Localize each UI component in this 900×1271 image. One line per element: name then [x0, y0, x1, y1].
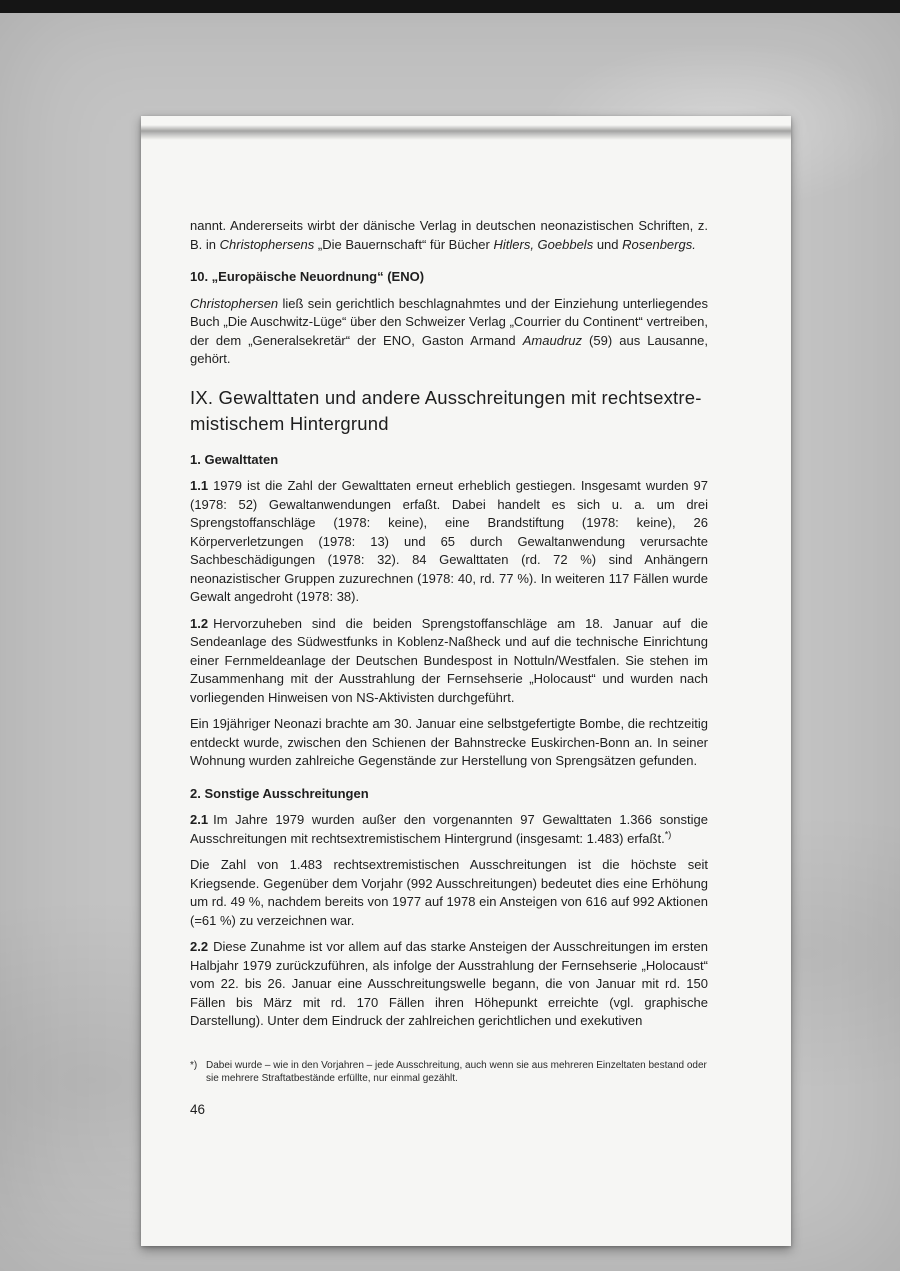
paragraph-2-2	[190, 938, 708, 1031]
text-segment: „Die Bauernschaft“ für Bücher	[314, 236, 494, 252]
italic-segment: Christophersen	[190, 295, 279, 311]
italic-segment: Rosenbergs.	[622, 236, 696, 252]
footnote-text: Dabei wurde – wie in den Vorjahren – jede Ausschreitung, auch wenn sie aus mehreren Einzeltaten bestand oder sie mehrere Straftatbestände erfüllte, nur einmal gezählt.	[206, 1059, 707, 1084]
section-10-paragraph	[190, 295, 708, 369]
paragraph-1-1	[190, 477, 708, 607]
paragraph-number: 1.2	[190, 615, 209, 631]
section-2-heading: 2. Sonstige Ausschreitungen	[190, 785, 369, 801]
text-segment: Im Jahre 1979 wurden außer den vorgenannten 97 Gewalttaten 1.366 sonstige Ausschreitungen mit rechtsextremistischem Hintergrund (insgesamt: 1.483) erfaßt.	[190, 812, 708, 846]
section-1-heading: 1. Gewalttaten	[190, 451, 279, 467]
text-segment: 1979 ist die Zahl der Gewalttaten erneut erheblich gestiegen. Insgesamt wurden 97 (1978: 52) Gewaltanwendungen erfaßt. Dabei handelt es sich u. a. um drei Sprengstoffanschläge (1978: keine), eine Brandstiftung (1978: keine), 26 Körperverletzungen (1978: 13) und 65 durch Gewaltanwendung verursachte Sachbeschädigungen (1978: 32). 84 Gewalttaten (rd. 72 %) sind Anhängern neonazistischer Gruppen zuzurechnen (1978: 40, rd. 77 %). In weiteren 117 Fällen wurde Gewalt angedroht (1978: 38).	[190, 478, 708, 604]
paragraph-number: 1.1	[190, 478, 209, 493]
document-page	[141, 116, 791, 1246]
chapter-ix-heading	[190, 385, 708, 437]
footnote-marker: *)	[190, 1059, 198, 1071]
scanner-edge-bar	[0, 0, 900, 13]
paragraph-intro	[190, 217, 708, 254]
page-number: 46	[190, 1101, 206, 1117]
footnote-ref: *)	[664, 829, 672, 840]
text-segment: Diese Zunahme ist vor allem auf das starke Ansteigen der Ausschreitungen im ersten Halbjahr 1979 zurückzuführen, als infolge der Ausstrahlung der Fernsehserie „Holocaust“ vom 22. bis 26. Januar eine Ausschreitungswelle begann, die von Januar mit rd. 150 Fällen bis März mit rd. 170 Fällen ihren Höhepunkt erreichte (vgl. graphische Darstellung). Unter dem Eindruck der zahlreichen gerichtlichen und exekutiven	[190, 939, 708, 1028]
text-segment: nannt. Andererseits wirbt der dänische Verlag in deutschen neonazistischen Schriften, z. B. in	[190, 218, 708, 252]
text-segment: (59) aus Lausanne, gehört.	[190, 332, 708, 366]
text-segment: Hervorzuheben sind die beiden Sprengstoffanschläge am 18. Januar auf die Sendeanlage des Südwestfunks in Koblenz-Naßheck und auf die technische Einrichtung einer Fernmeldeanlage der Deutschen Bundespost in Nottuln/Westfalen. Sie stehen im Zusammenhang mit der Ausstrahlung der Fernsehserie „Holocaust“ und wurden nach vorliegenden Hinweisen von NS-Aktivisten durchgeführt.	[190, 615, 708, 705]
paragraph-totals: Die Zahl von 1.483 rechtsextremistischen Ausschreitungen ist die höchste seit Kriegsende. Gegenüber dem Vorjahr (992 Ausschreitungen) bedeutet dies eine Erhöhung um rd. 49 %, nachdem bereits von 1977 auf 1978 ein Ansteigen von 616 auf 992 Aktionen (=61 %) zu verzeichnen war.	[190, 857, 708, 928]
italic-segment: Christophersens	[219, 236, 315, 252]
paragraph-1-2	[190, 615, 708, 708]
italic-segment: Hitlers, Goebbels	[493, 236, 594, 252]
paragraph-bomb-incident: Ein 19jähriger Neonazi brachte am 30. Januar eine selbstgefertigte Bombe, die rechtzeitig entdeckt wurde, zwischen den Schienen der Bahnstrecke Euskirchen-Bonn an. In seiner Wohnung wurden zahlreiche Gegenstände zur Herstellung von Sprengsätzen gefunden.	[190, 716, 708, 768]
text-segment: und	[593, 236, 623, 252]
page-content	[190, 217, 708, 1119]
italic-segment: Amaudruz	[522, 332, 582, 348]
paragraph-number: 2.1	[190, 812, 209, 827]
chapter-heading-line2: mistischem Hintergrund	[190, 412, 389, 434]
footnote	[190, 1059, 708, 1085]
section-10-heading: 10. „Europäische Neuordnung“ (ENO)	[190, 269, 425, 284]
chapter-heading-line1: IX. Gewalttaten und andere Ausschreitungen mit rechtsextre-	[190, 386, 702, 408]
paragraph-2-1	[190, 811, 708, 848]
text-segment: ließ sein gerichtlich beschlagnahmtes und der Einziehung unterliegendes Buch „Die Auschwitz-Lüge“ über den Schweizer Verlag „Courrier du Continent“ vertreiben, der dem „Generalsekretär“ der ENO, Gaston Armand	[190, 295, 708, 348]
scan-artifact-band	[141, 125, 791, 140]
paragraph-number: 2.2	[190, 939, 209, 954]
